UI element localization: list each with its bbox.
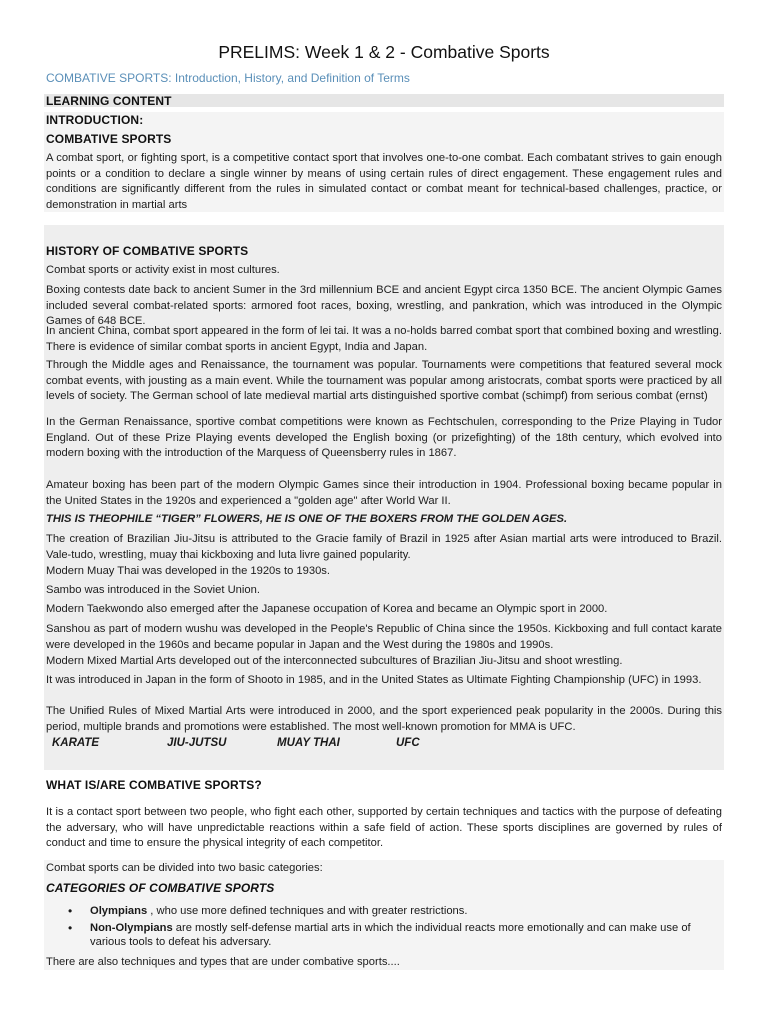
history-paragraph-12: Sanshou as part of modern wushu was developed in the People's Republic of China since the 1950s. Kickboxing and full contact karate were developed in the 1960s and became popular in Japan and the West during the 1980s and 1990s. [46, 623, 722, 651]
history-paragraph-2: Boxing contests date back to ancient Sumer in the 3rd millennium BCE and ancient Egypt circa 1350 BCE. The ancient Olympic Games included several combat-related sports: armored foot races, boxing, wrestling, and pankration, which was introduced in the Olympic Games of 648 BCE. [46, 284, 722, 328]
bullet-icon: • [68, 921, 73, 935]
tiger-flowers-caption: THIS IS THEOPHILE “TIGER” FLOWERS, HE IS ONE OF THE BOXERS FROM THE GOLDEN AGES. [46, 513, 568, 525]
what-is-heading: WHAT IS/ARE COMBATIVE SPORTS? [46, 778, 262, 792]
history-heading: HISTORY OF COMBATIVE SPORTS [46, 244, 249, 258]
history-paragraph-11: Modern Taekwondo also emerged after the Japanese occupation of Korea and became an Olympic sport in 2000. [46, 603, 608, 615]
style-item: UFC [396, 737, 420, 749]
what-is-paragraph: It is a contact sport between two people, who fight each other, supported by certain techniques and tactics with the purpose of defeating the adversary, who will have unpredictable reactions within a safe field of action. These sports disciplines are governed by rules of conduct and time to ensure the physical integrity of each competitor. [46, 806, 722, 850]
history-paragraph-8: The creation of Brazilian Jiu-Jitsu is attributed to the Gracie family of Brazil in 1925 after Asian martial arts were introduced to Brazil. Vale-tudo, wrestling, muay thai kickboxing and luta livre gained popularity. [46, 533, 722, 561]
history-paragraph-14: It was introduced in Japan in the form of Shooto in 1985, and in the United States as Ultimate Fighting Championship (UFC) in 1993. [46, 674, 702, 686]
introduction-heading: INTRODUCTION: [46, 113, 144, 127]
bullet-icon: • [68, 904, 73, 918]
history-paragraph-10: Sambo was introduced in the Soviet Union. [46, 584, 260, 596]
category-text: , who use more defined techniques and with greater restrictions. [147, 905, 468, 917]
history-paragraph-5: In the German Renaissance, sportive combat competitions were known as Fechtschulen, corresponding to the Prize Playing in Tudor England. Out of these Prize Playing events developed the English boxing (or prizefighting) of the 18th century, which evolved into modern boxing with the introduction of the Marquess of Queensberry rules in 1867. [46, 416, 722, 460]
page-subtitle: COMBATIVE SPORTS: Introduction, History, and Definition of Terms [46, 71, 410, 85]
divided-paragraph: Combat sports can be divided into two basic categories: [46, 862, 323, 874]
page-title: PRELIMS: Week 1 & 2 - Combative Sports [218, 42, 550, 62]
style-item: KARATE [52, 737, 100, 749]
style-item: MUAY THAI [277, 737, 340, 749]
category-term: Olympians [90, 905, 148, 917]
intro-paragraph: A combat sport, or fighting sport, is a competitive contact sport that involves one-to-one combat. Each combatant strives to gain enough points or a condition to declare a single winner by means of using certain rules of direct engagement. These engagement rules and conditions are significantly different from the rules in simulated contact or combat meant for technical-based challenges, practice, or demonstration in martial arts [46, 152, 722, 211]
history-paragraph-13: Modern Mixed Martial Arts developed out of the interconnected subcultures of Brazilian Jiu-Jitsu and shoot wrestling. [46, 655, 623, 667]
history-paragraph-15: The Unified Rules of Mixed Martial Arts were introduced in 2000, and the sport experienced peak popularity in the 2000s. During this period, multiple brands and promotions were established. The most well-known promotion for MMA is UFC. [46, 705, 722, 733]
combative-sports-heading: COMBATIVE SPORTS [46, 132, 172, 146]
history-paragraph-9: Modern Muay Thai was developed in the 1920s to 1930s. [46, 565, 331, 577]
closing-paragraph: There are also techniques and types that are under combative sports.... [46, 956, 400, 968]
history-paragraph-4: Through the Middle ages and Renaissance, the tournament was popular. Tournaments were competitions that featured several mock combat events, with jousting as a main event. While the tournament was popular among aristocrats, combat sports were practiced by all levels of society. The German school of late medieval martial arts distinguished sportive combat (schimpf) from serious combat (ernst) [46, 359, 722, 403]
history-paragraph-6: Amateur boxing has been part of the modern Olympic Games since their introduction in 1904. Professional boxing became popular in the United States in the 1920s and experienced a "golden age" after World War II. [46, 479, 722, 507]
learning-content-heading: LEARNING CONTENT [46, 94, 172, 108]
history-paragraph-3: In ancient China, combat sport appeared in the form of lei tai. It was a no-holds barred combat sport that combined boxing and wrestling. There is evidence of similar combat sports in ancient Egypt, India and Japan. [46, 325, 722, 353]
categories-heading: CATEGORIES OF COMBATIVE SPORTS [46, 881, 275, 895]
style-item: JIU-JUTSU [167, 737, 227, 749]
history-paragraph-1: Combat sports or activity exist in most cultures. [46, 264, 280, 276]
category-text: are mostly self-defense martial arts in which the individual reacts more emotionally and can make use of various tools to defeat his adversary. [90, 922, 691, 948]
category-term: Non-Olympians [90, 922, 173, 934]
